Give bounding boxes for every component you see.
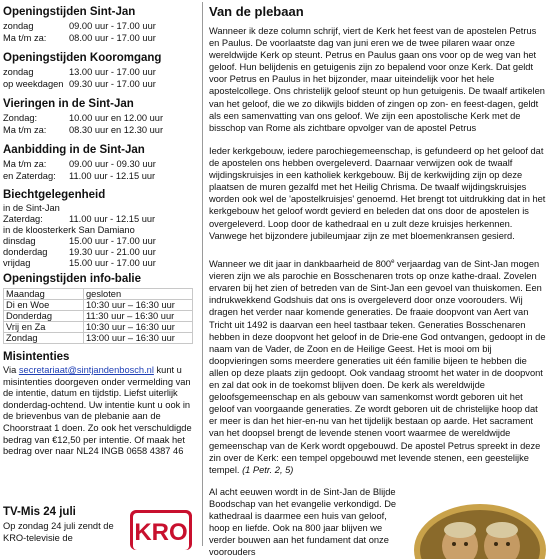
- article: [209, 0, 551, 558]
- section-title-tvmis: TV-Mis 24 juli: [3, 506, 76, 518]
- section-title-openingstijden-kooromgang: Openingstijden Kooromgang: [3, 52, 162, 64]
- misintenties-text: Via secretariaat@sintjandenbosch.nl kunt u misintenties doorgeven onder vermelding van de intentie, datum en tijdstip. Liefst uiterlijk donderdag-ochtend. Uw intentie kunt u ook in de brievenbus van de plebanie aan de Choorstraat 1 doen. Zo ook het verschuldigde bedrag van €12,50 per intentie. Of maak het bedrag over naar NL24 INGB 0658 4387 46: [3, 365, 192, 457]
- left-column: Openingstijden Sint-Jan zondag 09.00 uur - 17.00 uur Ma t/m za: 08.00 uur - 17.00 uur Openingstijden Kooromgang zondag 13.00 uur - 17.00 uur op weekdagen 09.30 uur - 17.00 uur Vieringen in de Sint-Jan Zondag: 10.00 uur en 12.00 uur Ma t/m za: 08.30 uur en 12.30 uur Aanbidding in de Sint-Jan Ma t/m za: 09.00 uur - 09.30 uur en Zaterdag: 11.00 uur - 12.15 uur Biechtgelegenheid in de Sint-Jan Zaterdag: 11.00 uur - 12.15 uur in de kloosterkerk San Damiano dinsdag 15.00 uur - 17.00 uur donderdag 19.30 uur - 21.00 uur vrijdag 15.00 uur - 17.00 uur: [3, 6, 164, 268]
- tvmis-text: Op zondag 24 juli zendt de KRO-televisie de: [3, 521, 114, 543]
- section-title-misintenties: Misintenties: [3, 351, 70, 363]
- article-paragraph: Ieder kerkgebouw, iedere parochiegemeenschap, is gefundeerd op het geloof dat de apostelen ons hebben overgeleverd. Daarnaar verwijzen ook de twaalf wijdingskruisjes in een katholiek kerkgebouw. Bij de kerkwijding zijn op deze plaatsen de muren gezalfd met het Heilig Chrisma. De twaalf wijdingskruisjes worden ook wel de 'apostelkruisjes' genoemd. Het brengt tot uitdrukking dat in het kerkgebouw het geloof wordt gevierd en beleden dat ons door de apostelen is overgeleverd. Loop door de kathedraal en u zult deze kruisjes herkennen. Vanwege het bijzondere jubileumjaar zijn ze met bloemenkransen gesierd.: [209, 146, 546, 241]
- section-title-aanbidding: Aanbidding in de Sint-Jan: [3, 144, 145, 156]
- table-row: Vrij en Za 10:30 uur – 16:30 uur: [4, 322, 193, 333]
- email-link[interactable]: secretariaat@sintjandenbosch.nl: [18, 365, 154, 375]
- article-paragraph: Al acht eeuwen wordt in de Sint-Jan de Blijde Boodschap van het evangelie verkondigd. De kathedraal is daarmee een huis van geloof, hoop en liefde. Ook na 800 jaar blijven we verder bouwen aan het fundament dat onze voorouders: [209, 487, 397, 558]
- table-row: Zondag 13:00 uur – 16:30 uur: [4, 333, 193, 344]
- section-title-openingstijden-sintjan: Openingstijden Sint-Jan: [3, 6, 136, 18]
- article-paragraph: Wanneer ik deze column schrijf, viert de Kerk het feest van de apostelen Petrus en Paulus. De voorlaatste dag van juni eren we de twee pilaren waar onze wereldwijde Kerk op steunt. Petrus en Paulus gaan ons voor op de weg van het geloof. Hun belijdenis en getuigenis zijn zo bepalend voor onze Kerk. Dat geldt voor Petrus en Paulus in het bijzonder, maar uiteindelijk voor het hele apostelcollege. Ons christelijk geloof steunt op hun getuigenis. De twaalf artikelen van het geloof, die we zo dikwijls bidden of zingen op zon- en feest-dagen, geldt als een samenvatting van ons geloof. We zijn een apostolische Kerk met de bisschop van Rome als zichtbare opvolger van de apostel Petrus: [209, 26, 545, 133]
- article-paragraph: Wanneer we dit jaar in dankbaarheid de 800e verjaardag van de Sint-Jan mogen vieren zijn we als parochie en Bosschenaren trots op onze kathe-draal. Zovelen ervaren bij het zien of betreden van de Sint-Jan een gevoel van thuiskomen. Een indrukwekkend Godshuis dat ons is overgeleverd door onze voorouders. Wij dragen het verder naar komende generaties. De fraaie doopvont van Aert van Tricht uit 1492 is daarvan een heel tastbaar teken. Generaties Bosschenaren hebben in deze doopvont het geloof in de Drie-ene God ontvangen, gedoopt in de naam van de Vader, de Zoon en de Heilige Geest. Het is mooi om bij doopvieringen soms meerdere generaties uit één familie bijeen te hebben die allen op deze plaats zijn gedoopt. Ook vandaag stroomt het water in de doopvont en zal dat ook in de toekomst blijven doen. De kerk als wereldwijde geloofsgemeenschap en als gebouw van samenkomst wordt geboren uit het geloof van voorgaande generaties. Ze wordt geboren uit de christelijke hoop dat er meer is dan het hier-en-nu van het tijdelijk bestaan op aarde. Het sacrament van het doopsel brengt de levende stenen voort waarmee de wereldwijde gemeenschap van de Kerk wordt opgebouwd. De apostel Petrus spreekt in deze zin over de Kerk: een tempel opgebouwd met levende stenen, een geestelijke tempel. (1 Petr. 2, 5): [209, 259, 546, 475]
- table-row: Di en Woe 10:30 uur – 16:30 uur: [4, 300, 193, 311]
- section-title-infobalie: Openingstijden info-balie: [3, 273, 141, 285]
- biecht-location-sintjan: in de Sint-Jan: [3, 203, 60, 213]
- article-title: Van de plebaan: [209, 4, 304, 19]
- kro-logo: [130, 510, 192, 546]
- section-title-vieringen: Vieringen in de Sint-Jan: [3, 98, 134, 110]
- biecht-location-sandamiano: in de kloosterkerk San Damiano: [3, 225, 135, 235]
- table-row: Donderdag 11:30 uur – 16:30 uur: [4, 311, 193, 322]
- column-divider: [202, 2, 203, 546]
- infobalie-table: [3, 288, 193, 344]
- table-row: Maandag gesloten: [4, 289, 193, 300]
- apostles-medallion-image: [410, 498, 551, 558]
- svg-text:KRO: KRO: [134, 519, 188, 546]
- section-title-biecht: Biechtgelegenheid: [3, 189, 106, 201]
